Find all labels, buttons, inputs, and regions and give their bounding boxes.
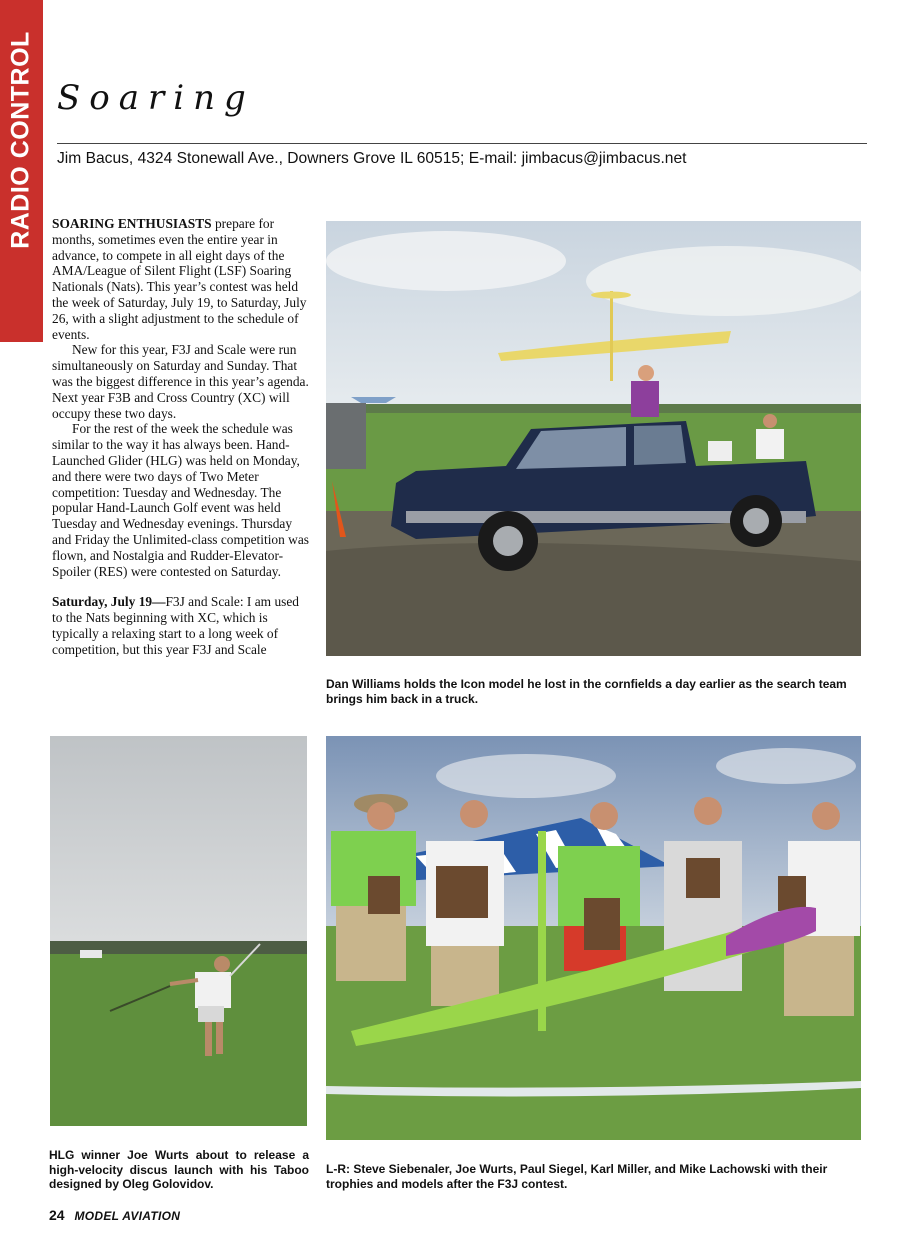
page-footer bbox=[49, 1207, 180, 1223]
section-tab bbox=[0, 0, 43, 342]
truck-photo-caption: Dan Williams holds the Icon model he lost in the cornfields a day earlier as the search team brings him back in a truck. bbox=[326, 677, 847, 706]
article-paragraph-4: Saturday, July 19—F3J and Scale: I am used to the Nats beginning with XC, which is typically a relaxing start to a long week of competition, but this year F3J and Scale bbox=[52, 594, 299, 657]
hlg-photo bbox=[50, 736, 307, 1126]
group-photo bbox=[326, 736, 861, 1140]
group-photo-caption: L-R: Steve Siebenaler, Joe Wurts, Paul Siegel, Karl Miller, and Mike Lachowski with their trophies and models after the F3J contest. bbox=[326, 1162, 828, 1191]
hlg-photo-caption: HLG winner Joe Wurts about to release a high-velocity discus launch with his Taboo designed by Oleg Golovidov. bbox=[49, 1148, 309, 1191]
title-rule bbox=[57, 143, 867, 144]
article-paragraph-2: New for this year, F3J and Scale were run simultaneously on Saturday and Sunday. That was the biggest difference in this year’s agenda. Next year F3B and Cross Country (XC) will occupy these two days. bbox=[52, 342, 309, 421]
article-body bbox=[52, 216, 309, 658]
article-paragraph-1: SOARING ENTHUSIASTS prepare for months, sometimes even the entire year in advance, to compete in all eight days of the AMA/League of Silent Flight (LSF) Soaring Nationals (Nats). This year’s contest was held the week of Saturday, July 19, to Saturday, July 26, with a slight adjustment to the schedule of events. bbox=[52, 216, 307, 342]
column-title: Soaring bbox=[57, 78, 255, 118]
article-subhead: Saturday, July 19— bbox=[52, 594, 166, 610]
article-lead-in: SOARING ENTHUSIASTS bbox=[52, 216, 212, 231]
page-number: 24 bbox=[49, 1207, 65, 1223]
magazine-name: MODEL AVIATION bbox=[74, 1209, 181, 1223]
article-paragraph-3: For the rest of the week the schedule was similar to the way it has always been. Hand-Launched Glider (HLG) was held on Monday, and there were two days of Two Meter competition: Tuesday and Wednesday. The popular Hand-Launch Golf event was held Tuesday and Wednesday evenings. Thursday and Friday the Unlimited-class competition was flown, and Nostalgia and Rudder-Elevator-Spoiler (RES) were contested on Saturday. bbox=[52, 421, 309, 579]
author-byline: Jim Bacus, 4324 Stonewall Ave., Downers Grove IL 60515; E-mail: jimbacus@jimbacus.net bbox=[57, 150, 687, 167]
truck-photo bbox=[326, 221, 861, 656]
section-tab-label: RADIO CONTROL bbox=[6, 31, 35, 249]
